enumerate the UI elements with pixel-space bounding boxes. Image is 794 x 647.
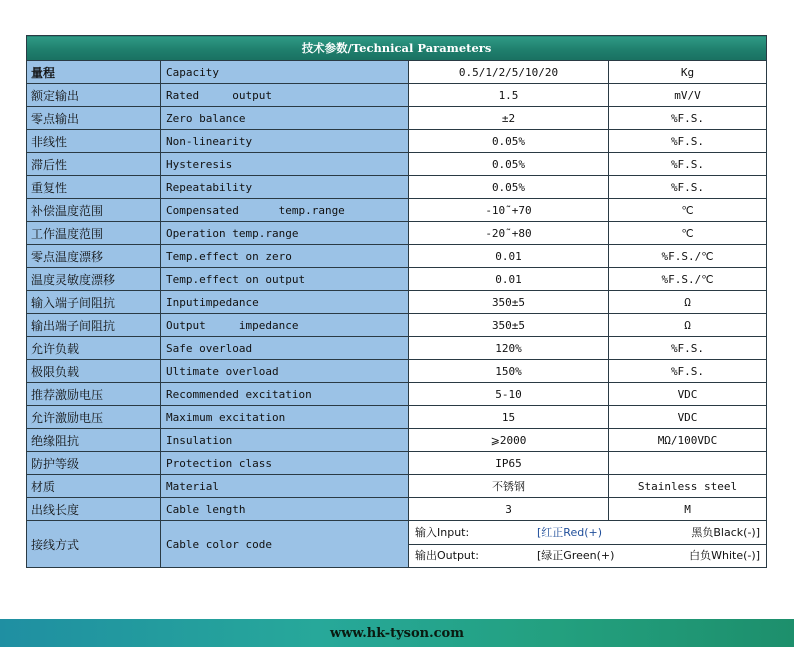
param-value: 5-10: [409, 383, 609, 406]
wiring-input-negative: 黑负Black(-)]: [691, 525, 760, 539]
param-value: 1.5: [409, 84, 609, 107]
param-unit: %F.S.: [609, 360, 767, 383]
param-value: 120%: [409, 337, 609, 360]
table-row: [27, 268, 767, 291]
table-row: [27, 199, 767, 222]
param-unit: %F.S.: [609, 107, 767, 130]
wiring-input-line: [409, 522, 766, 544]
param-name-en: Recommended excitation: [161, 383, 409, 406]
wiring-name-en: Cable color code: [161, 521, 409, 568]
param-name-zh: 补偿温度范围: [27, 199, 161, 222]
param-unit: VDC: [609, 406, 767, 429]
param-unit: %F.S./℃: [609, 245, 767, 268]
table-row: [27, 452, 767, 475]
param-name-zh: 极限负载: [27, 360, 161, 383]
table-row: [27, 107, 767, 130]
param-name-zh: 重复性: [27, 176, 161, 199]
param-unit: M: [609, 498, 767, 521]
table-row: [27, 498, 767, 521]
param-name-en: Repeatability: [161, 176, 409, 199]
param-name-en: Temp.effect on output: [161, 268, 409, 291]
wiring-output-negative: 白负White(-)]: [689, 548, 760, 562]
param-value: 350±5: [409, 291, 609, 314]
param-name-zh: 推荐激励电压: [27, 383, 161, 406]
param-name-en: Non-linearity: [161, 130, 409, 153]
title-row: [27, 36, 767, 61]
param-value: 0.01: [409, 268, 609, 291]
param-value: 0.05%: [409, 153, 609, 176]
table-row: [27, 245, 767, 268]
table-row: [27, 429, 767, 452]
param-name-zh: 材质: [27, 475, 161, 498]
table-row: [27, 406, 767, 429]
param-name-en: Zero balance: [161, 107, 409, 130]
param-unit: %F.S.: [609, 176, 767, 199]
param-name-en: Insulation: [161, 429, 409, 452]
param-name-en: Hysteresis: [161, 153, 409, 176]
param-name-zh: 零点温度漂移: [27, 245, 161, 268]
table-row: [27, 475, 767, 498]
param-name-en: Rated output: [161, 84, 409, 107]
table-row: [27, 337, 767, 360]
table-row: [27, 84, 767, 107]
param-value: -20˜+80: [409, 222, 609, 245]
param-unit: Kg: [609, 61, 767, 84]
parameters-table: [26, 35, 767, 568]
param-name-zh: 滞后性: [27, 153, 161, 176]
param-name-en: Safe overload: [161, 337, 409, 360]
param-name-zh: 零点输出: [27, 107, 161, 130]
param-name-en: Compensated temp.range: [161, 199, 409, 222]
param-name-zh: 允许负载: [27, 337, 161, 360]
param-value: 3: [409, 498, 609, 521]
param-unit: %F.S.: [609, 130, 767, 153]
param-unit: ℃: [609, 222, 767, 245]
param-name-en: Temp.effect on zero: [161, 245, 409, 268]
param-value: ⩾2000: [409, 429, 609, 452]
table-row: [27, 291, 767, 314]
param-unit: Ω: [609, 291, 767, 314]
param-unit: VDC: [609, 383, 767, 406]
param-unit: [609, 452, 767, 475]
param-name-zh: 出线长度: [27, 498, 161, 521]
wiring-name-zh: 接线方式: [27, 521, 161, 568]
param-name-en: Protection class: [161, 452, 409, 475]
table-row: [27, 314, 767, 337]
param-name-en: Cable length: [161, 498, 409, 521]
wiring-input-positive: [红正Red(+): [537, 525, 602, 539]
wiring-output-positive: [绿正Green(+): [537, 548, 615, 562]
param-unit: Ω: [609, 314, 767, 337]
table-row: [27, 383, 767, 406]
param-name-zh: 输出端子间阻抗: [27, 314, 161, 337]
param-name-zh: 绝缘阻抗: [27, 429, 161, 452]
param-value: 350±5: [409, 314, 609, 337]
param-value: 0.05%: [409, 176, 609, 199]
wiring-input-label: 输入Input:: [415, 525, 470, 539]
param-name-en: Material: [161, 475, 409, 498]
param-unit: %F.S./℃: [609, 268, 767, 291]
param-name-zh: 允许激励电压: [27, 406, 161, 429]
table-row: [27, 153, 767, 176]
param-name-en: Capacity: [161, 61, 409, 84]
table-title: 技术参数/Technical Parameters: [27, 36, 767, 61]
param-unit: ℃: [609, 199, 767, 222]
param-name-zh: 工作温度范围: [27, 222, 161, 245]
wiring-output-line: [409, 544, 766, 567]
param-unit: MΩ/100VDC: [609, 429, 767, 452]
param-name-en: Ultimate overload: [161, 360, 409, 383]
website-link[interactable]: www.hk-tyson.com: [330, 625, 464, 641]
table-row: [27, 222, 767, 245]
param-value: 不锈钢: [409, 475, 609, 498]
param-value: 0.05%: [409, 130, 609, 153]
param-name-en: Operation temp.range: [161, 222, 409, 245]
param-unit: %F.S.: [609, 337, 767, 360]
table-row: [27, 176, 767, 199]
param-name-en: Maximum excitation: [161, 406, 409, 429]
param-value: 150%: [409, 360, 609, 383]
wiring-row: [27, 521, 767, 568]
param-unit: %F.S.: [609, 153, 767, 176]
param-name-zh: 输入端子间阻抗: [27, 291, 161, 314]
param-value: -10˜+70: [409, 199, 609, 222]
param-value: ±2: [409, 107, 609, 130]
param-value: IP65: [409, 452, 609, 475]
param-value: 0.01: [409, 245, 609, 268]
parameters-sheet: [26, 35, 766, 568]
table-row: [27, 360, 767, 383]
param-name-zh: 温度灵敏度漂移: [27, 268, 161, 291]
param-unit: Stainless steel: [609, 475, 767, 498]
table-row: [27, 61, 767, 84]
param-name-en: Output impedance: [161, 314, 409, 337]
wiring-output-label: 输出Output:: [415, 548, 479, 562]
param-unit: mV/V: [609, 84, 767, 107]
table-row: [27, 130, 767, 153]
param-name-zh: 量程: [27, 61, 161, 84]
param-name-zh: 防护等级: [27, 452, 161, 475]
footer-banner: [0, 619, 794, 647]
param-value: 15: [409, 406, 609, 429]
wiring-details: [409, 521, 767, 568]
param-name-zh: 非线性: [27, 130, 161, 153]
param-name-zh: 额定输出: [27, 84, 161, 107]
param-value: 0.5/1/2/5/10/20: [409, 61, 609, 84]
param-name-en: Inputimpedance: [161, 291, 409, 314]
